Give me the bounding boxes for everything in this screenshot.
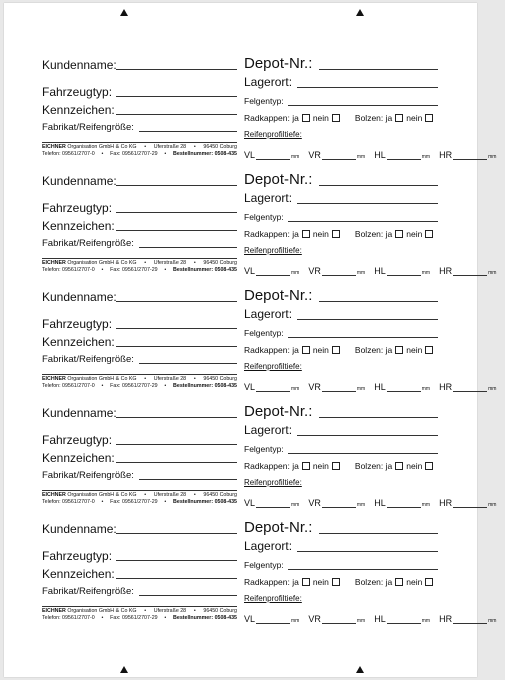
hubcaps-bolts-row: Radkappen: ja nein Bolzen: ja nein [244,577,436,587]
hl-line[interactable] [387,615,421,624]
hr-line[interactable] [453,267,487,276]
depot-number-label: Depot-Nr.: [244,519,313,536]
make-tire-size-line[interactable] [139,131,237,132]
rim-type-line[interactable] [288,569,438,570]
make-tire-size-line[interactable] [139,595,237,596]
tire-storage-card [4,519,497,635]
print-footer: EICHNER Organisation GmbH & Co KG • Uferstraße 28 • 96450 Coburg Telefon: 09561/2707-0 • Fax: 09561/2707-29 • Bestellnummer: 0508-435 [42,608,237,621]
depot-number-line[interactable] [319,417,438,418]
vehicle-type-label: Fahrzeugtyp: [42,85,113,99]
vl-line[interactable] [256,615,290,624]
vr-line[interactable] [322,267,356,276]
hubcaps-yes-checkbox[interactable] [302,462,310,470]
bolts-no-checkbox[interactable] [425,230,433,238]
depot-number-label: Depot-Nr.: [244,287,313,304]
storage-location-label: Lagerort: [244,307,293,321]
print-footer: EICHNER Organisation GmbH & Co KG • Uferstraße 28 • 96450 Coburg Telefon: 09561/2707-0 • Fax: 09561/2707-29 • Bestellnummer: 0508-435 [42,376,237,389]
vehicle-type-label: Fahrzeugtyp: [42,317,113,331]
depot-number-line[interactable] [319,69,438,70]
print-footer: EICHNER Organisation GmbH & Co KG • Uferstraße 28 • 96450 Coburg Telefon: 09561/2707-0 • Fax: 09561/2707-29 • Bestellnummer: 0508-435 [42,260,237,273]
license-plate-line[interactable] [116,578,237,579]
depot-number-label: Depot-Nr.: [244,171,313,188]
license-plate-label: Kennzeichen: [42,335,115,349]
make-tire-size-label: Fabrikat/Reifengröße: [42,470,134,481]
vehicle-type-line[interactable] [116,328,237,329]
bolts-yes-checkbox[interactable] [395,114,403,122]
tread-depth-row: VL mm VR mm HL mm HR mm [244,150,497,160]
hr-line[interactable] [453,499,487,508]
rim-type-line[interactable] [288,453,438,454]
hl-line[interactable] [387,383,421,392]
hubcaps-no-checkbox[interactable] [332,114,340,122]
vehicle-type-line[interactable] [116,444,237,445]
tread-depth-label: Reifenprofiltiefe: [244,130,302,139]
tire-storage-card [4,171,497,287]
hr-line[interactable] [453,151,487,160]
tread-depth-label: Reifenprofiltiefe: [244,594,302,603]
hr-line[interactable] [453,615,487,624]
punch-mark-top-left [120,9,128,16]
rim-type-label: Felgentyp: [244,96,284,106]
rim-type-label: Felgentyp: [244,212,284,222]
tread-depth-label: Reifenprofiltiefe: [244,246,302,255]
rim-type-label: Felgentyp: [244,328,284,338]
hubcaps-yes-checkbox[interactable] [302,230,310,238]
depot-number-line[interactable] [319,185,438,186]
storage-location-line[interactable] [297,87,438,88]
hubcaps-bolts-row: Radkappen: ja nein Bolzen: ja nein [244,113,436,123]
hubcaps-yes-checkbox[interactable] [302,114,310,122]
bolts-no-checkbox[interactable] [425,462,433,470]
hubcaps-bolts-row: Radkappen: ja nein Bolzen: ja nein [244,229,436,239]
customer-name-line[interactable] [116,301,237,302]
vehicle-type-label: Fahrzeugtyp: [42,549,113,563]
make-tire-size-label: Fabrikat/Reifengröße: [42,238,134,249]
license-plate-label: Kennzeichen: [42,219,115,233]
storage-location-line[interactable] [297,551,438,552]
customer-name-line[interactable] [116,185,237,186]
storage-location-label: Lagerort: [244,191,293,205]
license-plate-label: Kennzeichen: [42,103,115,117]
punch-mark-top-right [356,9,364,16]
bolts-no-checkbox[interactable] [425,578,433,586]
vehicle-type-label: Fahrzeugtyp: [42,433,113,447]
customer-name-line[interactable] [116,417,237,418]
customer-name-label: Kundenname: [42,522,117,536]
hubcaps-yes-checkbox[interactable] [302,578,310,586]
tire-storage-card [4,287,497,403]
tire-storage-card [4,403,497,519]
license-plate-line[interactable] [116,462,237,463]
license-plate-line[interactable] [116,346,237,347]
label-sheet [4,3,497,677]
customer-name-label: Kundenname: [42,290,117,304]
depot-number-line[interactable] [319,301,438,302]
make-tire-size-line[interactable] [139,247,237,248]
bolts-yes-checkbox[interactable] [395,462,403,470]
hubcaps-bolts-row: Radkappen: ja nein Bolzen: ja nein [244,461,436,471]
storage-location-line[interactable] [297,319,438,320]
punch-mark-bottom-left [120,666,128,673]
vl-line[interactable] [256,151,290,160]
customer-name-label: Kundenname: [42,174,117,188]
rim-type-line[interactable] [288,105,438,106]
bolts-no-checkbox[interactable] [425,114,433,122]
hl-line[interactable] [387,151,421,160]
vr-line[interactable] [322,615,356,624]
license-plate-label: Kennzeichen: [42,451,115,465]
tire-storage-card [4,55,497,171]
customer-name-line[interactable] [116,69,237,70]
depot-number-label: Depot-Nr.: [244,55,313,72]
bolts-yes-checkbox[interactable] [395,346,403,354]
punch-mark-bottom-right [356,666,364,673]
license-plate-line[interactable] [116,230,237,231]
print-footer: EICHNER Organisation GmbH & Co KG • Uferstraße 28 • 96450 Coburg Telefon: 09561/2707-0 • Fax: 09561/2707-29 • Bestellnummer: 0508-435 [42,144,237,157]
storage-location-line[interactable] [297,435,438,436]
bolts-yes-checkbox[interactable] [395,230,403,238]
hubcaps-no-checkbox[interactable] [332,346,340,354]
make-tire-size-line[interactable] [139,479,237,480]
vr-line[interactable] [322,499,356,508]
customer-name-label: Kundenname: [42,58,117,72]
vehicle-type-line[interactable] [116,560,237,561]
hr-line[interactable] [453,383,487,392]
vr-line[interactable] [322,383,356,392]
tread-depth-label: Reifenprofiltiefe: [244,478,302,487]
hl-line[interactable] [387,499,421,508]
rim-type-label: Felgentyp: [244,560,284,570]
tread-depth-label: Reifenprofiltiefe: [244,362,302,371]
customer-name-label: Kundenname: [42,406,117,420]
vehicle-type-line[interactable] [116,212,237,213]
rim-type-line[interactable] [288,221,438,222]
storage-location-label: Lagerort: [244,75,293,89]
vl-line[interactable] [256,383,290,392]
license-plate-line[interactable] [116,114,237,115]
hubcaps-yes-checkbox[interactable] [302,346,310,354]
tread-depth-row: VL mm VR mm HL mm HR mm [244,382,497,392]
storage-location-label: Lagerort: [244,423,293,437]
tread-depth-row: VL mm VR mm HL mm HR mm [244,498,497,508]
rim-type-label: Felgentyp: [244,444,284,454]
make-tire-size-label: Fabrikat/Reifengröße: [42,354,134,365]
hubcaps-bolts-row: Radkappen: ja nein Bolzen: ja nein [244,345,436,355]
storage-location-line[interactable] [297,203,438,204]
make-tire-size-label: Fabrikat/Reifengröße: [42,122,134,133]
vl-line[interactable] [256,499,290,508]
hubcaps-no-checkbox[interactable] [332,230,340,238]
customer-name-line[interactable] [116,533,237,534]
vehicle-type-label: Fahrzeugtyp: [42,201,113,215]
hubcaps-no-checkbox[interactable] [332,578,340,586]
depot-number-line[interactable] [319,533,438,534]
depot-number-label: Depot-Nr.: [244,403,313,420]
rim-type-line[interactable] [288,337,438,338]
make-tire-size-label: Fabrikat/Reifengröße: [42,586,134,597]
print-footer: EICHNER Organisation GmbH & Co KG • Uferstraße 28 • 96450 Coburg Telefon: 09561/2707-0 • Fax: 09561/2707-29 • Bestellnummer: 0508-435 [42,492,237,505]
tread-depth-row: VL mm VR mm HL mm HR mm [244,266,497,276]
bolts-yes-checkbox[interactable] [395,578,403,586]
hl-line[interactable] [387,267,421,276]
vehicle-type-line[interactable] [116,96,237,97]
hubcaps-no-checkbox[interactable] [332,462,340,470]
license-plate-label: Kennzeichen: [42,567,115,581]
bolts-no-checkbox[interactable] [425,346,433,354]
vr-line[interactable] [322,151,356,160]
storage-location-label: Lagerort: [244,539,293,553]
make-tire-size-line[interactable] [139,363,237,364]
tread-depth-row: VL mm VR mm HL mm HR mm [244,614,497,624]
vl-line[interactable] [256,267,290,276]
